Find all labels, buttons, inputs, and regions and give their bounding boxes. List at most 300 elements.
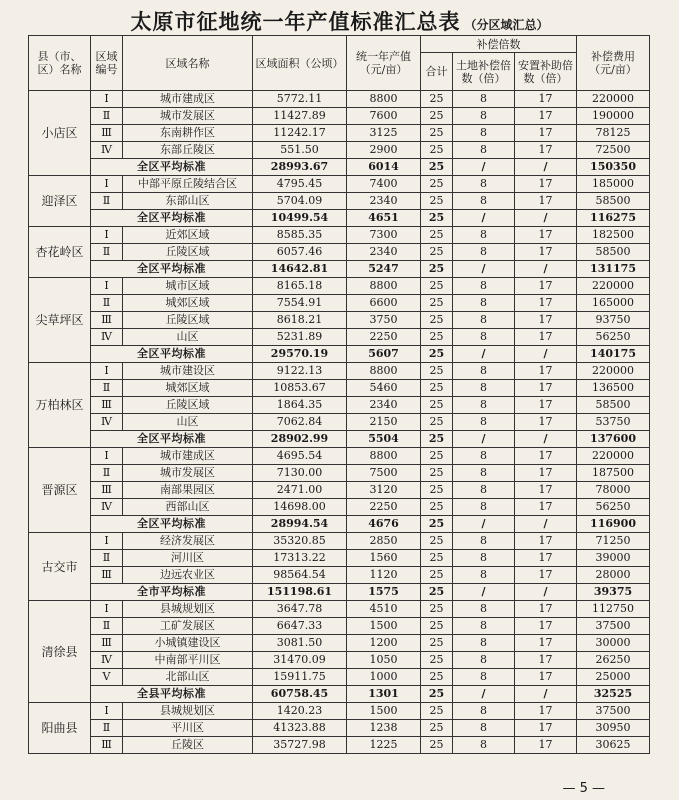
zone-name-cell: 城市发展区 [123, 465, 253, 482]
zone-name-cell: 近郊区域 [123, 227, 253, 244]
average-label-cell: 全区平均标准 [91, 346, 253, 363]
resettle-cell: 17 [515, 329, 577, 346]
zone-no-cell: Ⅳ [91, 499, 123, 516]
fee-cell: 37500 [577, 703, 650, 720]
average-label-cell: 全区平均标准 [91, 261, 253, 278]
land-average-cell: / [453, 431, 515, 448]
land-cell: 8 [453, 142, 515, 159]
area-cell: 8585.35 [253, 227, 347, 244]
output-cell: 1238 [347, 720, 421, 737]
fee-cell: 30950 [577, 720, 650, 737]
resettle-cell: 17 [515, 142, 577, 159]
resettle-cell: 17 [515, 125, 577, 142]
resettle-cell: 17 [515, 499, 577, 516]
total-average-cell: 25 [421, 431, 453, 448]
area-average-cell: 28902.99 [253, 431, 347, 448]
table-row [29, 703, 650, 720]
total-cell: 25 [421, 295, 453, 312]
zone-name-cell: 城郊区域 [123, 295, 253, 312]
zone-name-cell: 丘陵区域 [123, 397, 253, 414]
zone-name-cell: 南部果园区 [123, 482, 253, 499]
output-cell: 2340 [347, 244, 421, 261]
output-cell: 8800 [347, 448, 421, 465]
table-row [29, 108, 650, 125]
output-cell: 8800 [347, 278, 421, 295]
resettle-cell: 17 [515, 703, 577, 720]
land-cell: 8 [453, 482, 515, 499]
output-cell: 7300 [347, 227, 421, 244]
zone-no-cell: Ⅱ [91, 244, 123, 261]
resettle-cell: 17 [515, 669, 577, 686]
land-average-cell: / [453, 584, 515, 601]
fee-average-cell: 39375 [577, 584, 650, 601]
land-cell: 8 [453, 397, 515, 414]
table-row [29, 720, 650, 737]
average-row [29, 584, 650, 601]
land-cell: 8 [453, 533, 515, 550]
table-row [29, 363, 650, 380]
average-label-cell: 全县平均标准 [91, 686, 253, 703]
area-average-cell: 60758.45 [253, 686, 347, 703]
output-cell: 2900 [347, 142, 421, 159]
table-row [29, 601, 650, 618]
output-average-cell: 5247 [347, 261, 421, 278]
resettle-average-cell: / [515, 346, 577, 363]
output-cell: 1050 [347, 652, 421, 669]
total-cell: 25 [421, 652, 453, 669]
resettle-average-cell: / [515, 584, 577, 601]
output-cell: 1120 [347, 567, 421, 584]
table-body [29, 91, 650, 754]
header-total: 合计 [421, 53, 453, 91]
total-cell: 25 [421, 397, 453, 414]
total-cell: 25 [421, 567, 453, 584]
fee-cell: 56250 [577, 499, 650, 516]
zone-no-cell: Ⅳ [91, 652, 123, 669]
output-cell: 1225 [347, 737, 421, 754]
output-cell: 4510 [347, 601, 421, 618]
fee-cell: 71250 [577, 533, 650, 550]
average-label-cell: 全区平均标准 [91, 210, 253, 227]
output-cell: 2340 [347, 397, 421, 414]
total-cell: 25 [421, 669, 453, 686]
area-cell: 9122.13 [253, 363, 347, 380]
fee-cell: 37500 [577, 618, 650, 635]
area-cell: 6057.46 [253, 244, 347, 261]
county-name-cell: 万柏林区 [29, 363, 91, 448]
fee-cell: 30625 [577, 737, 650, 754]
land-cell: 8 [453, 703, 515, 720]
resettle-cell: 17 [515, 737, 577, 754]
area-cell: 5231.89 [253, 329, 347, 346]
fee-cell: 220000 [577, 448, 650, 465]
county-name-cell: 迎泽区 [29, 176, 91, 227]
header-output: 统一年产值（元/亩） [347, 36, 421, 91]
zone-name-cell: 县城规划区 [123, 703, 253, 720]
zone-name-cell: 山区 [123, 414, 253, 431]
area-cell: 17313.22 [253, 550, 347, 567]
output-cell: 5460 [347, 380, 421, 397]
area-cell: 35320.85 [253, 533, 347, 550]
page-subtitle: （分区域汇总） [464, 18, 549, 32]
total-cell: 25 [421, 737, 453, 754]
land-average-cell: / [453, 210, 515, 227]
output-cell: 3125 [347, 125, 421, 142]
total-cell: 25 [421, 550, 453, 567]
table-row [29, 397, 650, 414]
area-cell: 8618.21 [253, 312, 347, 329]
table-row [29, 329, 650, 346]
zone-no-cell: Ⅲ [91, 482, 123, 499]
total-cell: 25 [421, 414, 453, 431]
land-cell: 8 [453, 295, 515, 312]
table-row [29, 125, 650, 142]
zone-name-cell: 中部平原丘陵结合区 [123, 176, 253, 193]
total-cell: 25 [421, 312, 453, 329]
land-cell: 8 [453, 414, 515, 431]
county-name-cell: 古交市 [29, 533, 91, 601]
table-header [29, 36, 650, 91]
zone-no-cell: Ⅱ [91, 550, 123, 567]
total-cell: 25 [421, 635, 453, 652]
area-average-cell: 151198.61 [253, 584, 347, 601]
output-average-cell: 1301 [347, 686, 421, 703]
resettle-cell: 17 [515, 176, 577, 193]
zone-name-cell: 县城规划区 [123, 601, 253, 618]
average-row [29, 261, 650, 278]
output-cell: 2850 [347, 533, 421, 550]
fee-cell: 182500 [577, 227, 650, 244]
total-average-cell: 25 [421, 346, 453, 363]
fee-cell: 39000 [577, 550, 650, 567]
output-cell: 7400 [347, 176, 421, 193]
fee-cell: 93750 [577, 312, 650, 329]
fee-cell: 58500 [577, 193, 650, 210]
land-average-cell: / [453, 261, 515, 278]
area-cell: 1420.23 [253, 703, 347, 720]
zone-no-cell: Ⅲ [91, 635, 123, 652]
county-name-cell: 尖草坪区 [29, 278, 91, 363]
land-cell: 8 [453, 550, 515, 567]
land-cell: 8 [453, 108, 515, 125]
area-average-cell: 28993.67 [253, 159, 347, 176]
area-cell: 3647.78 [253, 601, 347, 618]
output-cell: 8800 [347, 91, 421, 108]
zone-name-cell: 城郊区域 [123, 380, 253, 397]
land-cell: 8 [453, 601, 515, 618]
area-cell: 10853.67 [253, 380, 347, 397]
zone-name-cell: 城市建成区 [123, 91, 253, 108]
average-row [29, 210, 650, 227]
table-row [29, 227, 650, 244]
fee-cell: 25000 [577, 669, 650, 686]
zone-no-cell: Ⅱ [91, 380, 123, 397]
land-cell: 8 [453, 635, 515, 652]
area-cell: 31470.09 [253, 652, 347, 669]
area-cell: 1864.35 [253, 397, 347, 414]
land-cell: 8 [453, 567, 515, 584]
resettle-cell: 17 [515, 567, 577, 584]
output-average-cell: 6014 [347, 159, 421, 176]
resettle-cell: 17 [515, 414, 577, 431]
zone-no-cell: Ⅰ [91, 533, 123, 550]
zone-name-cell: 丘陵区域 [123, 244, 253, 261]
header-multiple: 补偿倍数 [421, 36, 577, 53]
table-row [29, 176, 650, 193]
resettle-cell: 17 [515, 482, 577, 499]
land-cell: 8 [453, 278, 515, 295]
total-cell: 25 [421, 703, 453, 720]
zone-name-cell: 城市建设区 [123, 363, 253, 380]
area-cell: 7554.91 [253, 295, 347, 312]
resettle-cell: 17 [515, 363, 577, 380]
zone-no-cell: Ⅱ [91, 465, 123, 482]
land-cell: 8 [453, 618, 515, 635]
average-row [29, 431, 650, 448]
output-cell: 2150 [347, 414, 421, 431]
table-row [29, 567, 650, 584]
area-cell: 35727.98 [253, 737, 347, 754]
zone-no-cell: Ⅱ [91, 720, 123, 737]
average-label-cell: 全区平均标准 [91, 516, 253, 533]
total-cell: 25 [421, 380, 453, 397]
table-row [29, 312, 650, 329]
land-cell: 8 [453, 91, 515, 108]
header-resettle: 安置补助倍数（倍） [515, 53, 577, 91]
area-cell: 7062.84 [253, 414, 347, 431]
area-cell: 98564.54 [253, 567, 347, 584]
summary-table [28, 35, 650, 754]
output-average-cell: 1575 [347, 584, 421, 601]
table-row [29, 533, 650, 550]
output-cell: 7500 [347, 465, 421, 482]
resettle-cell: 17 [515, 380, 577, 397]
resettle-cell: 17 [515, 652, 577, 669]
fee-cell: 220000 [577, 91, 650, 108]
table-row [29, 142, 650, 159]
resettle-cell: 17 [515, 550, 577, 567]
total-cell: 25 [421, 244, 453, 261]
land-cell: 8 [453, 465, 515, 482]
table-row [29, 499, 650, 516]
resettle-cell: 17 [515, 91, 577, 108]
zone-name-cell: 中南部平川区 [123, 652, 253, 669]
land-cell: 8 [453, 652, 515, 669]
fee-cell: 185000 [577, 176, 650, 193]
average-row [29, 346, 650, 363]
fee-average-cell: 131175 [577, 261, 650, 278]
area-cell: 3081.50 [253, 635, 347, 652]
output-cell: 2250 [347, 329, 421, 346]
total-cell: 25 [421, 618, 453, 635]
table-row [29, 482, 650, 499]
area-average-cell: 28994.54 [253, 516, 347, 533]
area-cell: 14698.00 [253, 499, 347, 516]
output-average-cell: 4676 [347, 516, 421, 533]
table-row [29, 737, 650, 754]
zone-name-cell: 经济发展区 [123, 533, 253, 550]
resettle-cell: 17 [515, 278, 577, 295]
resettle-average-cell: / [515, 686, 577, 703]
resettle-average-cell: / [515, 159, 577, 176]
zone-name-cell: 边远农业区 [123, 567, 253, 584]
land-cell: 8 [453, 227, 515, 244]
land-cell: 8 [453, 499, 515, 516]
zone-no-cell: Ⅰ [91, 278, 123, 295]
resettle-cell: 17 [515, 720, 577, 737]
zone-no-cell: Ⅱ [91, 618, 123, 635]
land-cell: 8 [453, 380, 515, 397]
total-average-cell: 25 [421, 261, 453, 278]
zone-no-cell: Ⅳ [91, 142, 123, 159]
output-cell: 8800 [347, 363, 421, 380]
zone-name-cell: 东部丘陵区 [123, 142, 253, 159]
table-row [29, 278, 650, 295]
land-cell: 8 [453, 329, 515, 346]
area-cell: 4695.54 [253, 448, 347, 465]
fee-cell: 190000 [577, 108, 650, 125]
fee-cell: 56250 [577, 329, 650, 346]
zone-name-cell: 平川区 [123, 720, 253, 737]
average-row [29, 686, 650, 703]
zone-no-cell: Ⅰ [91, 601, 123, 618]
total-cell: 25 [421, 227, 453, 244]
zone-no-cell: Ⅰ [91, 448, 123, 465]
zone-name-cell: 东部山区 [123, 193, 253, 210]
area-cell: 41323.88 [253, 720, 347, 737]
area-cell: 5704.09 [253, 193, 347, 210]
output-cell: 7600 [347, 108, 421, 125]
fee-average-cell: 140175 [577, 346, 650, 363]
zone-name-cell: 丘陵区域 [123, 312, 253, 329]
county-name-cell: 小店区 [29, 91, 91, 176]
fee-average-cell: 137600 [577, 431, 650, 448]
fee-cell: 30000 [577, 635, 650, 652]
average-label-cell: 全区平均标准 [91, 159, 253, 176]
county-name-cell: 清徐县 [29, 601, 91, 703]
fee-cell: 165000 [577, 295, 650, 312]
fee-cell: 28000 [577, 567, 650, 584]
fee-cell: 26250 [577, 652, 650, 669]
resettle-cell: 17 [515, 108, 577, 125]
zone-name-cell: 城市建成区 [123, 448, 253, 465]
land-average-cell: / [453, 346, 515, 363]
resettle-cell: 17 [515, 448, 577, 465]
total-cell: 25 [421, 448, 453, 465]
output-cell: 1500 [347, 703, 421, 720]
fee-cell: 112750 [577, 601, 650, 618]
table-row [29, 414, 650, 431]
zone-no-cell: Ⅳ [91, 414, 123, 431]
land-average-cell: / [453, 516, 515, 533]
output-cell: 3750 [347, 312, 421, 329]
page-title: 太原市征地统一年产值标准汇总表 [130, 10, 461, 34]
resettle-average-cell: / [515, 210, 577, 227]
land-cell: 8 [453, 193, 515, 210]
total-average-cell: 25 [421, 584, 453, 601]
area-cell: 11242.17 [253, 125, 347, 142]
land-average-cell: / [453, 159, 515, 176]
page-number: — 5 — [562, 781, 605, 796]
output-average-cell: 4651 [347, 210, 421, 227]
land-cell: 8 [453, 125, 515, 142]
average-label-cell: 全区平均标准 [91, 431, 253, 448]
fee-cell: 53750 [577, 414, 650, 431]
fee-cell: 220000 [577, 278, 650, 295]
output-cell: 3120 [347, 482, 421, 499]
total-average-cell: 25 [421, 159, 453, 176]
zone-name-cell: 工矿发展区 [123, 618, 253, 635]
county-name-cell: 阳曲县 [29, 703, 91, 754]
zone-no-cell: Ⅰ [91, 363, 123, 380]
zone-no-cell: Ⅰ [91, 176, 123, 193]
area-cell: 5772.11 [253, 91, 347, 108]
zone-name-cell: 河川区 [123, 550, 253, 567]
area-cell: 15911.75 [253, 669, 347, 686]
total-cell: 25 [421, 363, 453, 380]
area-cell: 2471.00 [253, 482, 347, 499]
total-average-cell: 25 [421, 686, 453, 703]
resettle-average-cell: / [515, 431, 577, 448]
fee-average-cell: 150350 [577, 159, 650, 176]
header-land: 土地补偿倍数（倍） [453, 53, 515, 91]
area-average-cell: 14642.81 [253, 261, 347, 278]
land-cell: 8 [453, 737, 515, 754]
zone-name-cell: 北部山区 [123, 669, 253, 686]
land-cell: 8 [453, 669, 515, 686]
zone-no-cell: Ⅲ [91, 567, 123, 584]
zone-no-cell: Ⅰ [91, 227, 123, 244]
output-cell: 6600 [347, 295, 421, 312]
resettle-cell: 17 [515, 533, 577, 550]
output-average-cell: 5607 [347, 346, 421, 363]
header-zone-no: 区域编号 [91, 36, 123, 91]
area-cell: 6647.33 [253, 618, 347, 635]
total-average-cell: 25 [421, 210, 453, 227]
land-cell: 8 [453, 448, 515, 465]
table-row [29, 295, 650, 312]
total-cell: 25 [421, 142, 453, 159]
total-cell: 25 [421, 329, 453, 346]
resettle-cell: 17 [515, 193, 577, 210]
fee-average-cell: 116275 [577, 210, 650, 227]
zone-no-cell: Ⅱ [91, 108, 123, 125]
zone-no-cell: Ⅲ [91, 312, 123, 329]
total-cell: 25 [421, 720, 453, 737]
fee-cell: 187500 [577, 465, 650, 482]
resettle-cell: 17 [515, 312, 577, 329]
area-cell: 7130.00 [253, 465, 347, 482]
average-row [29, 516, 650, 533]
resettle-cell: 17 [515, 227, 577, 244]
table-row [29, 193, 650, 210]
total-cell: 25 [421, 465, 453, 482]
zone-no-cell: Ⅴ [91, 669, 123, 686]
table-row [29, 448, 650, 465]
zone-no-cell: Ⅲ [91, 737, 123, 754]
total-cell: 25 [421, 193, 453, 210]
area-cell: 8165.18 [253, 278, 347, 295]
zone-name-cell: 小城镇建设区 [123, 635, 253, 652]
area-average-cell: 10499.54 [253, 210, 347, 227]
zone-name-cell: 城市发展区 [123, 108, 253, 125]
zone-no-cell: Ⅲ [91, 125, 123, 142]
area-cell: 551.50 [253, 142, 347, 159]
total-cell: 25 [421, 91, 453, 108]
average-row [29, 159, 650, 176]
title-block [0, 6, 679, 36]
fee-cell: 78000 [577, 482, 650, 499]
